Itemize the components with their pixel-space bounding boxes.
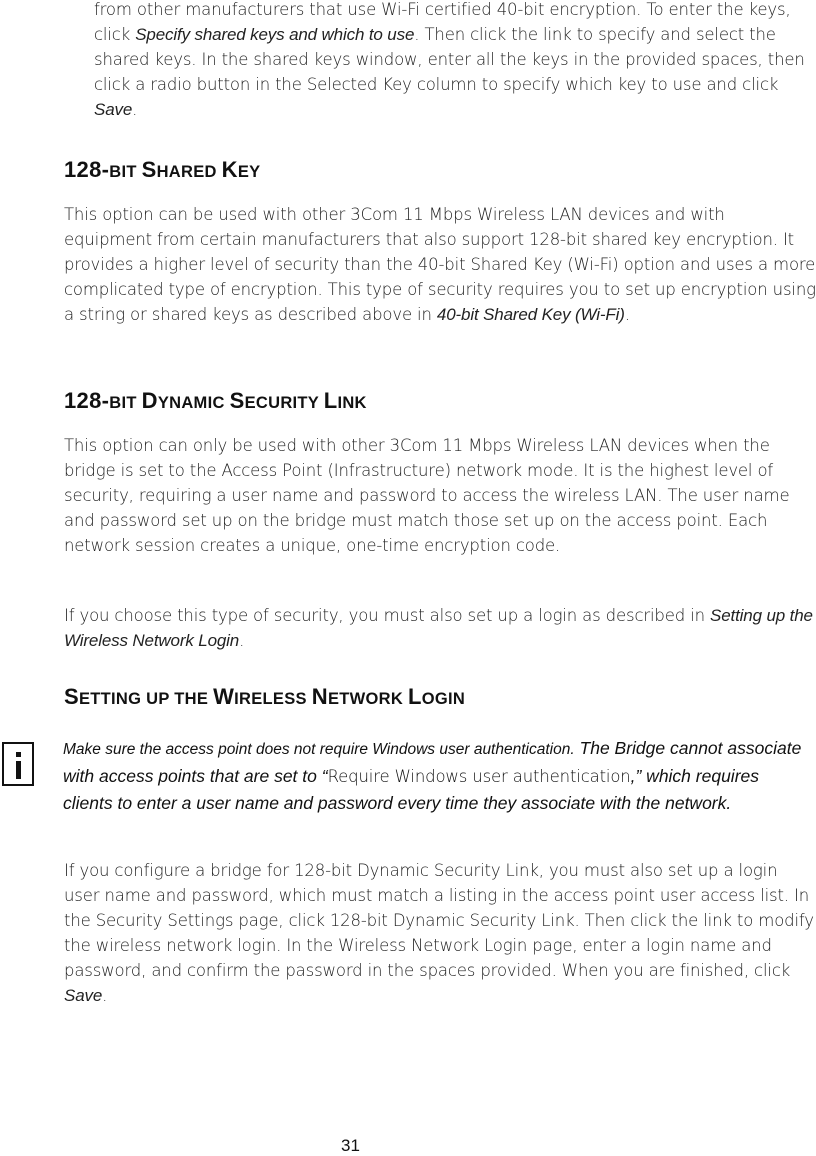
heading-part: 128- (64, 388, 110, 413)
save-reference: Save (64, 986, 103, 1005)
login-reference-paragraph (64, 603, 816, 653)
info-icon-dot (16, 752, 21, 757)
heading-part: 128- (64, 157, 110, 182)
setting-up-login-reference: Setting up the Wireless Network Login (64, 606, 813, 650)
heading-part: BIT (109, 394, 142, 412)
heading-part: OGIN (421, 690, 466, 708)
heading-part: S (64, 684, 79, 709)
shared-key-text-1: This option can be used with other 3Com 11 Mbps Wireless LAN devices and with equipment from certain manufacturers that also support 128-bit shared key encryption. It provides a higher level of security than the 40-bit Shared Key (Wi-Fi) option and uses a more complicated type of encryption. This type of security requires you to set up encryption using a string or shared keys as described above in (64, 205, 816, 324)
info-icon-stem (16, 761, 21, 779)
heading-part: N (311, 684, 328, 709)
info-icon (2, 742, 34, 786)
login-config-text: If you configure a bridge for 128-bit Dynamic Security Link, you must also set up a login user name and password, which must match a listing in the access point user access list. In the Security Settings page, click 128-bit Dynamic Security Link. Then click the link to modify the wireless network login. In the Wireless Network Login page, enter a login name and password, and confirm the password in the spaces provided. When you are finished, click (64, 861, 814, 980)
heading-part: L (407, 684, 422, 709)
heading-part: S (141, 157, 157, 182)
40-bit-shared-key-reference: 40-bit Shared Key (Wi-Fi) (436, 305, 625, 324)
intro-text-2: . Then click the link to specify and select the shared keys. In the shared keys window, enter all the keys in the provided spaces, then click a radio button in the Selected Key column to specify which key to use and click (94, 25, 805, 94)
heading-setting-up-wireless-network-login (64, 684, 465, 710)
shared-key-text-2: . (624, 305, 630, 324)
heading-part: HARED (156, 163, 222, 181)
login-reference-text: If you choose this type of security, you must also set up a login as described in (64, 606, 711, 625)
authentication-note (63, 735, 813, 816)
heading-part: INK (337, 394, 367, 412)
heading-part: L (323, 388, 338, 413)
login-configuration-paragraph (64, 858, 816, 1008)
heading-part: IRELESS (234, 690, 312, 708)
heading-part: W (213, 684, 235, 709)
heading-part: ETTING UP THE (78, 690, 214, 708)
save-reference: Save (94, 100, 133, 119)
note-text-2: The Bridge cannot associate with access points that are set to “ (63, 738, 802, 786)
heading-part: ECURITY (244, 394, 324, 412)
intro-text-1: from other manufacturers that use Wi-Fi certified 40-bit encryption. To enter the keys, click (94, 0, 791, 44)
intro-text-3: . (132, 100, 138, 119)
heading-128-bit-shared-key (64, 157, 260, 183)
note-text-4: ,” which requires clients to enter a user name and password every time they associate with the network. (63, 766, 760, 813)
page-number: 31 (341, 1136, 360, 1155)
note-text-3: Require Windows user authentication (327, 767, 631, 786)
specify-shared-keys-link[interactable]: Specify shared keys and which to use (135, 25, 415, 44)
shared-key-paragraph (64, 202, 816, 327)
login-config-end: . (102, 986, 108, 1005)
heading-part: K (221, 157, 238, 182)
heading-part: BIT (109, 163, 142, 181)
heading-part: YNAMIC (157, 394, 230, 412)
note-text-1: Make sure the access point does not require Windows user authentication. (63, 741, 575, 758)
heading-part: S (229, 388, 245, 413)
heading-part: ETWORK (327, 690, 408, 708)
heading-128-bit-dynamic-security-link (64, 388, 367, 414)
intro-paragraph (94, 0, 809, 122)
heading-part: D (141, 388, 158, 413)
login-reference-end: . (239, 631, 245, 650)
dynamic-security-paragraph: This option can only be used with other 3Com 11 Mbps Wireless LAN devices when the bridge is set to the Access Point (Infrastructure) network mode. It is the highest level of security, requiring a user name and password to access the wireless LAN. The user name and password set up on the bridge must match those set up on the access point. Each network session creates a unique, one-time encryption code. (64, 436, 790, 555)
heading-part: EY (237, 163, 261, 181)
